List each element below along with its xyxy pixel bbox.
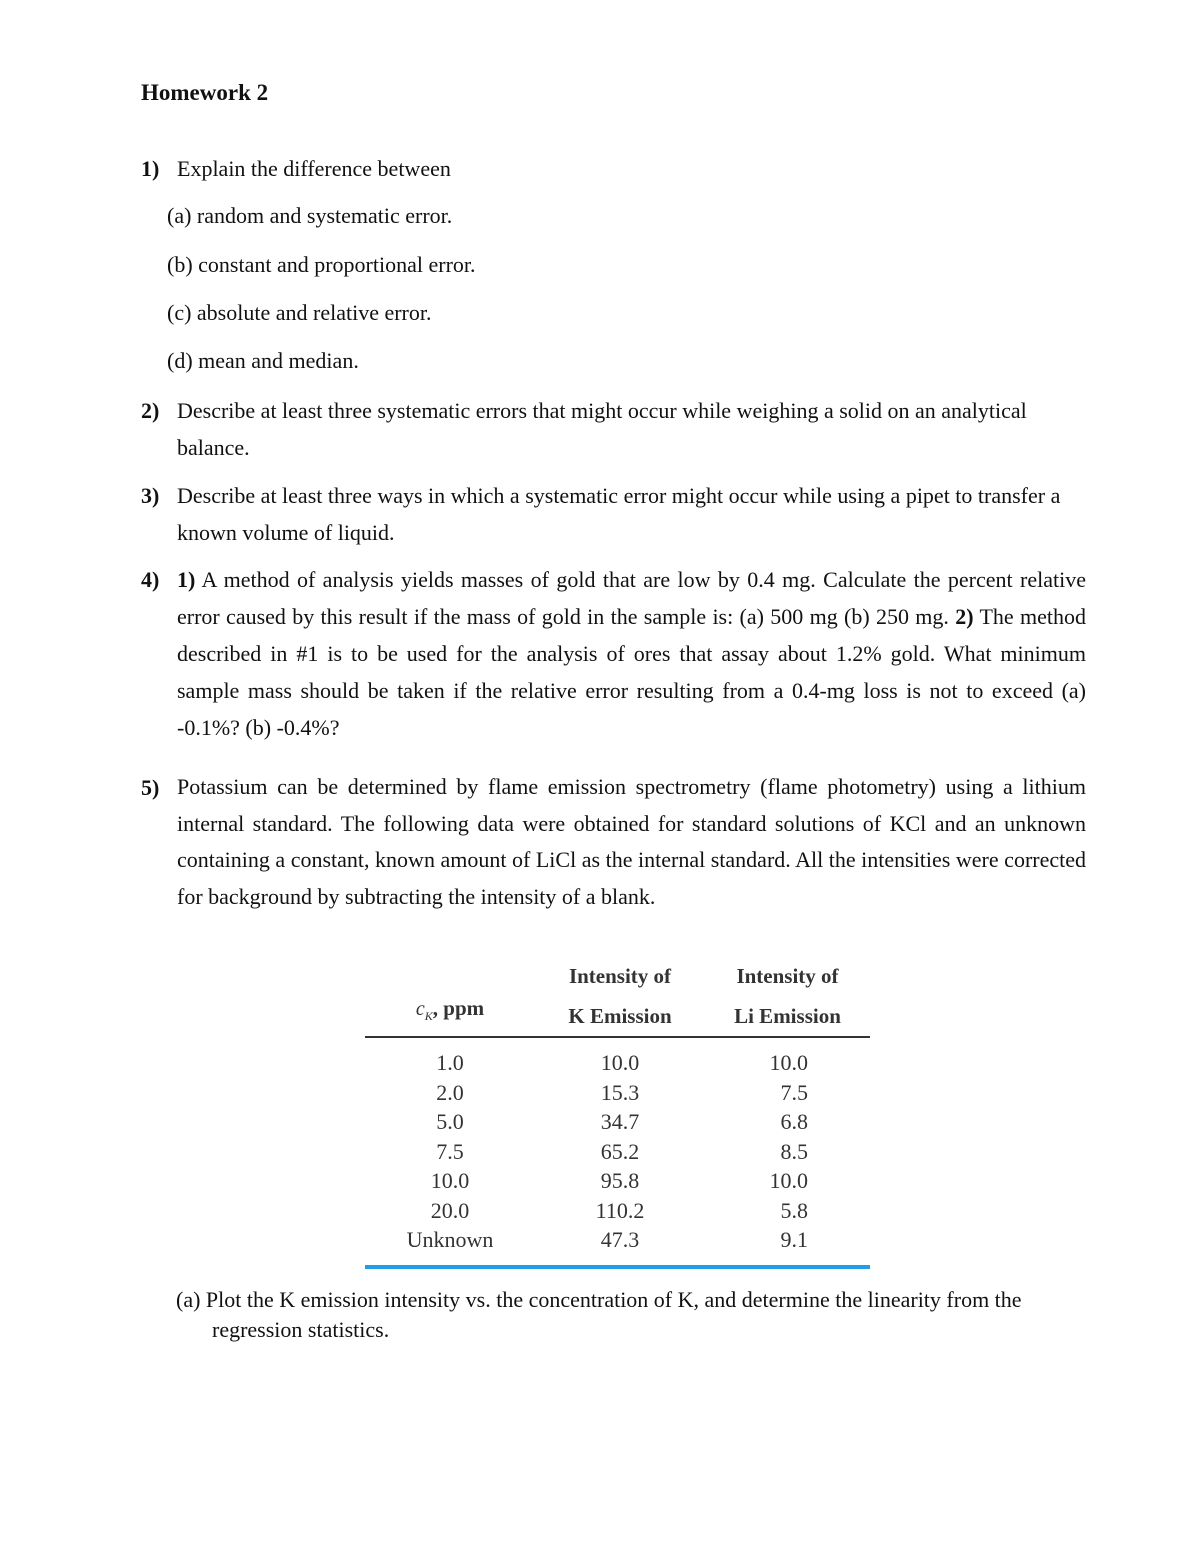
question-3 bbox=[141, 477, 1086, 551]
cell-k: 34.7 bbox=[600, 1109, 640, 1134]
cell-conc: 7.5 bbox=[436, 1138, 464, 1164]
question-text: Explain the difference between bbox=[177, 156, 451, 181]
table-row bbox=[365, 1037, 870, 1078]
table-row bbox=[365, 1078, 870, 1108]
question-4 bbox=[141, 561, 1086, 746]
question-text bbox=[177, 561, 1086, 746]
subquestion-number: 2) bbox=[955, 604, 974, 629]
cell-li: 7.5 bbox=[780, 1079, 808, 1105]
subquestion-text: The method described in #1 is to be used for the analysis of ores that assay about 1.2% gold. What minimum sample mass should be taken if the relative error resulting from a 0.4-mg loss is not to exceed (a) -0.1%? (b) -0.4%? bbox=[177, 604, 1087, 740]
cell-li: 6.8 bbox=[780, 1109, 808, 1134]
subquestion-number: 1) bbox=[177, 567, 196, 592]
table-row bbox=[365, 1196, 870, 1226]
data-table bbox=[365, 960, 870, 1269]
page-title: Homework 2 bbox=[141, 80, 269, 105]
cell-k: 15.3 bbox=[600, 1079, 640, 1105]
question-2 bbox=[141, 392, 1086, 466]
cell-k: 47.3 bbox=[535, 1225, 705, 1267]
cell-li: 10.0 bbox=[769, 1050, 808, 1075]
question-1-part-d: (d) mean and median. bbox=[167, 348, 359, 373]
question-1-part-c: (c) absolute and relative error. bbox=[167, 300, 432, 325]
cell-conc: 5.0 bbox=[436, 1109, 464, 1134]
table-row bbox=[365, 1225, 870, 1267]
cell-k: 95.8 bbox=[600, 1168, 640, 1193]
cell-li: 10.0 bbox=[769, 1168, 808, 1193]
cell-li: 8.5 bbox=[780, 1138, 808, 1164]
question-text: Describe at least three ways in which a systematic error might occur while using a pipet to transfer a known volume of liquid. bbox=[177, 483, 1061, 545]
cell-conc: 2.0 bbox=[436, 1079, 464, 1105]
question-number: 4) bbox=[141, 567, 160, 592]
cell-li: 5.8 bbox=[780, 1197, 808, 1223]
question-text: Describe at least three systematic errors that might occur while weighing a solid on an analytical balance. bbox=[177, 398, 1027, 460]
cell-conc: 1.0 bbox=[436, 1050, 464, 1075]
cell-k: 10.0 bbox=[600, 1050, 640, 1075]
question-5 bbox=[141, 769, 1086, 915]
cell-conc: 20.0 bbox=[430, 1197, 470, 1223]
col3-header-line2: Li Emission bbox=[705, 992, 870, 1037]
table-row bbox=[365, 1137, 870, 1167]
question-number: 1) bbox=[141, 156, 160, 181]
cell-k: 65.2 bbox=[600, 1138, 640, 1164]
question-number: 2) bbox=[141, 398, 160, 423]
question-5-part-a bbox=[176, 1285, 1086, 1345]
col1-sub: K bbox=[424, 1009, 433, 1023]
question-number: 3) bbox=[141, 483, 160, 508]
question-1-part-b: (b) constant and proportional error. bbox=[167, 252, 476, 277]
cell-conc: Unknown bbox=[365, 1225, 535, 1267]
question-1 bbox=[141, 150, 1086, 187]
question-1-part-a: (a) random and systematic error. bbox=[167, 203, 453, 228]
col2-header-line1: Intensity of bbox=[568, 964, 672, 988]
col2-header-line2: K Emission bbox=[535, 992, 705, 1037]
col1-var: c bbox=[415, 998, 425, 1020]
question-text: Potassium can be determined by flame emission spectrometry (flame photometry) using a lithium internal standard. The following data were obtained for standard solutions of KCl and an unknown containing a constant, known amount of LiCl as the internal standard. All the intensities were corrected for background by subtracting the intensity of a blank. bbox=[177, 774, 1086, 909]
table-row bbox=[365, 1166, 870, 1196]
question-number: 5) bbox=[141, 775, 160, 800]
cell-conc: 10.0 bbox=[430, 1168, 470, 1193]
col1-header bbox=[365, 992, 535, 1037]
subquestion-text: A method of analysis yields masses of gold that are low by 0.4 mg. Calculate the percent relative error caused by this result if the mass of gold in the sample is: (a) 500 mg (b) 250 mg. bbox=[177, 567, 1086, 629]
cell-li: 9.1 bbox=[705, 1225, 870, 1267]
col1-header-rest: , ppm bbox=[432, 996, 485, 1020]
cell-k: 110.2 bbox=[595, 1197, 645, 1223]
table-row bbox=[365, 1107, 870, 1137]
col3-header-line1: Intensity of bbox=[736, 964, 839, 988]
part-a-text: (a) Plot the K emission intensity vs. the concentration of K, and determine the linearity from the regression statistics. bbox=[176, 1287, 1022, 1342]
